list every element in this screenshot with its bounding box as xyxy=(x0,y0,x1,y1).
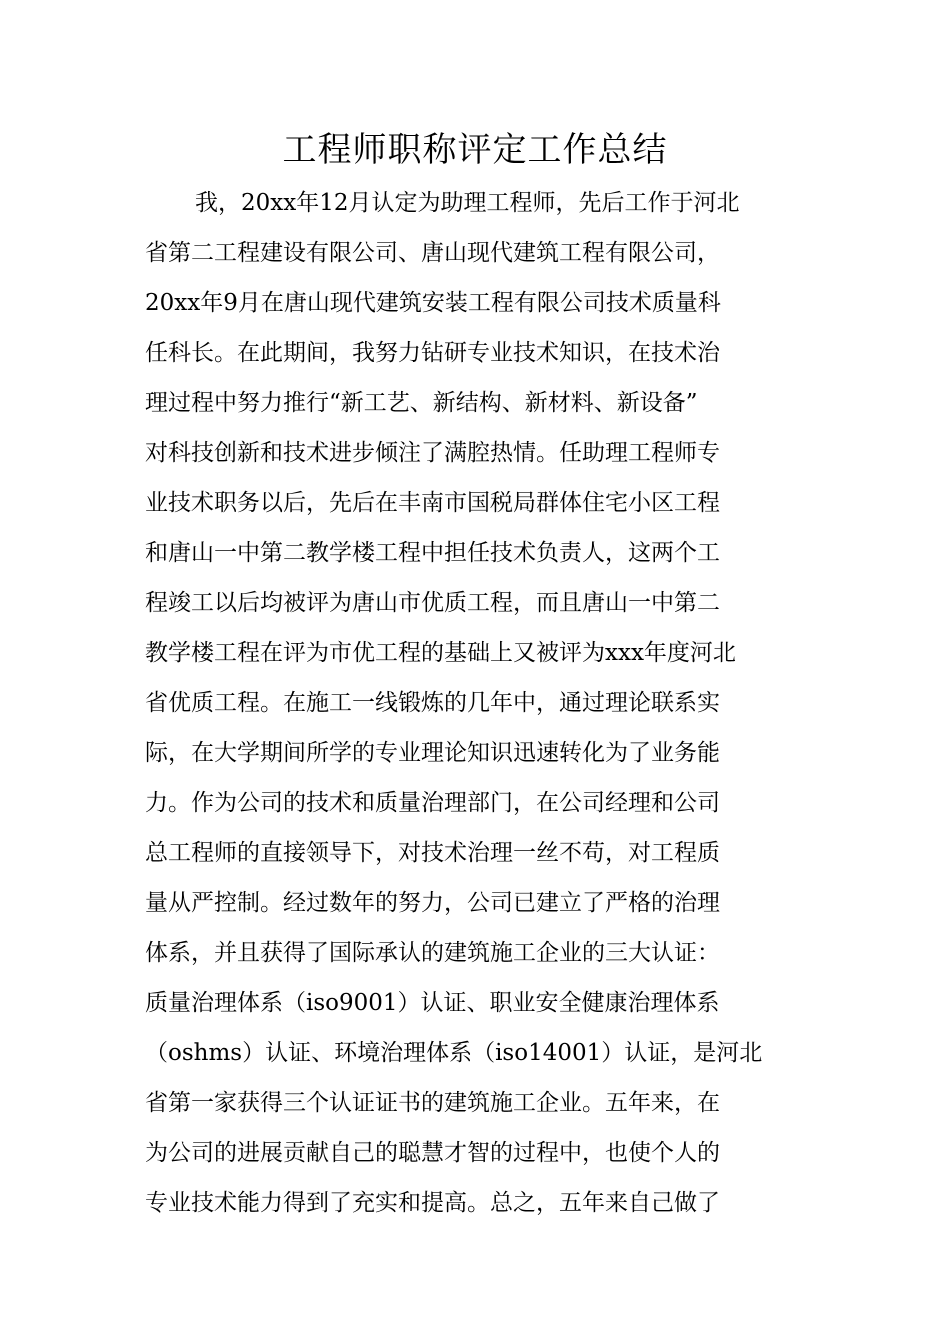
paragraph-line: 教学楼工程在评为市优工程的基础上又被评为xxx年度河北 xyxy=(145,640,736,666)
paragraph-line: 业技术职务以后，先后在丰南市国税局群体住宅小区工程 xyxy=(145,490,720,516)
paragraph-line: 体系，并且获得了国际承认的建筑施工企业的三大认证： xyxy=(145,940,720,966)
paragraph-line: 理过程中努力推行“新工艺、新结构、新材料、新设备” xyxy=(145,390,698,416)
paragraph-line: 质量治理体系（iso9001）认证、职业安全健康治理体系 xyxy=(145,990,720,1016)
paragraph-line: （oshms）认证、环境治理体系（iso14001）认证，是河北 xyxy=(145,1040,763,1066)
paragraph-line: 为公司的进展贡献自己的聪慧才智的过程中，也使个人的 xyxy=(145,1140,720,1166)
paragraph-line: 省第一家获得三个认证证书的建筑施工企业。五年来，在 xyxy=(145,1090,720,1116)
paragraph-line: 省优质工程。在施工一线锻炼的几年中，通过理论联系实 xyxy=(145,690,720,716)
paragraph-line: 省第二工程建设有限公司、唐山现代建筑工程有限公司， xyxy=(145,240,720,266)
paragraph-line: 对科技创新和技术进步倾注了满腔热情。任助理工程师专 xyxy=(145,440,720,466)
paragraph-line: 任科长。在此期间，我努力钻研专业技术知识，在技术治 xyxy=(145,340,720,366)
paragraph-line: 我，20xx年12月认定为助理工程师，先后工作于河北 xyxy=(195,190,740,216)
paragraph-line: 专业技术能力得到了充实和提高。总之，五年来自己做了 xyxy=(145,1190,720,1216)
paragraph-line: 20xx年9月在唐山现代建筑安装工程有限公司技术质量科 xyxy=(145,290,721,316)
paragraph-line: 和唐山一中第二教学楼工程中担任技术负责人，这两个工 xyxy=(145,540,720,566)
paragraph-line: 力。作为公司的技术和质量治理部门，在公司经理和公司 xyxy=(145,790,720,816)
paragraph-line: 总工程师的直接领导下，对技术治理一丝不苟，对工程质 xyxy=(145,840,720,866)
paragraph-line: 际，在大学期间所学的专业理论知识迅速转化为了业务能 xyxy=(145,740,720,766)
document-body xyxy=(145,178,815,1228)
paragraph-line: 程竣工以后均被评为唐山市优质工程，而且唐山一中第二 xyxy=(145,590,720,616)
document-title: 工程师职称评定工作总结 xyxy=(282,130,668,170)
paragraph-line: 量从严控制。经过数年的努力，公司已建立了严格的治理 xyxy=(145,890,720,916)
